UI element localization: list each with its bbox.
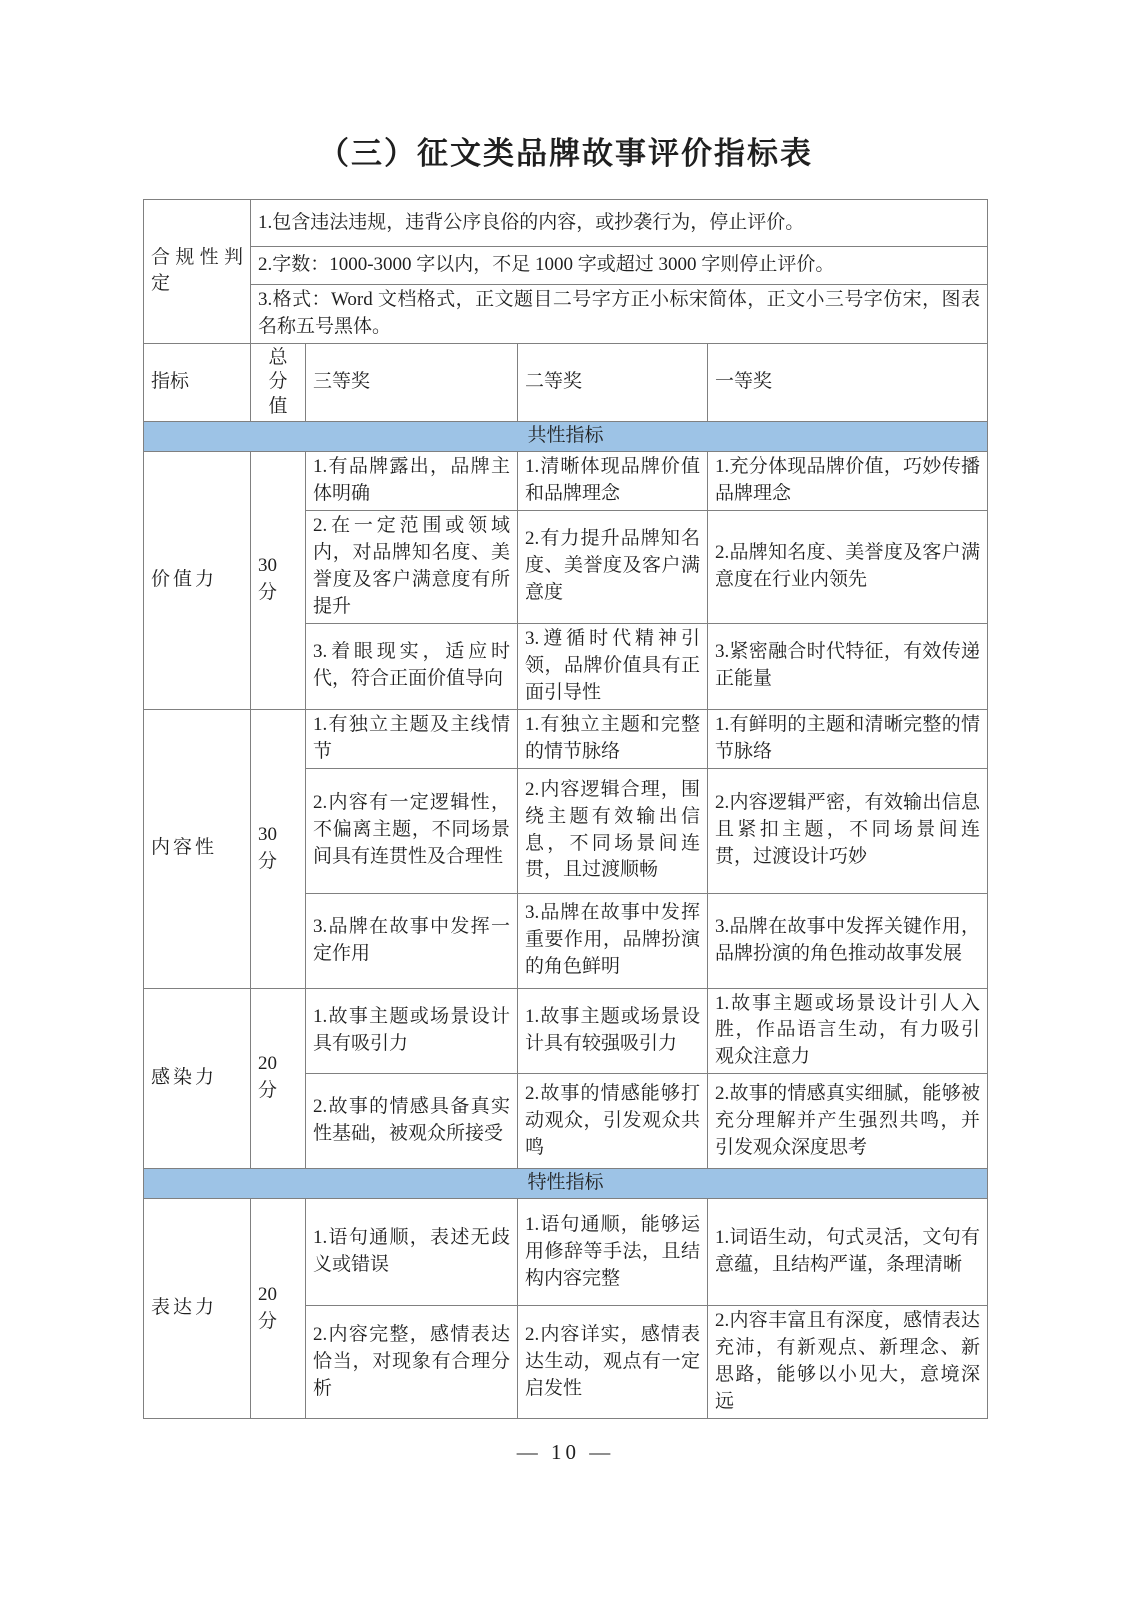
table-row (143, 451, 987, 510)
band-special-label: 特性指标 (143, 1169, 987, 1199)
compliance-rule-3: 3.格式：Word 文档格式，正文题目二号字方正小标宋简体，正文小三号字仿宋，图表名称五号黑体。 (250, 285, 987, 344)
header-indicator: 指标 (143, 343, 250, 421)
criterion-cell: 1.有品牌露出，品牌主体明确 (305, 451, 517, 510)
band-special-indicators (143, 1169, 987, 1199)
criterion-cell: 2.内容丰富且有深度，感情表达充沛，有新观点、新理念、新思路，能够以小见大，意境深远 (707, 1306, 987, 1419)
criterion-cell: 2.内容详实，感情表达生动，观点有一定启发性 (517, 1306, 707, 1419)
criterion-cell: 1.词语生动，句式灵活，文句有意蕴，且结构严谨，条理清晰 (707, 1199, 987, 1306)
indicator-score-appeal: 20 分 (250, 988, 305, 1169)
indicator-score-content: 30 分 (250, 709, 305, 988)
criterion-cell: 3.品牌在故事中发挥一定作用 (305, 893, 517, 988)
band-common-indicators (143, 421, 987, 451)
criterion-cell: 2.内容逻辑严密，有效输出信息且紧扣主题，不同场景间连贯，过渡设计巧妙 (707, 768, 987, 893)
criterion-cell: 3.品牌在故事中发挥关键作用，品牌扮演的角色推动故事发展 (707, 893, 987, 988)
indicator-name-expression: 表达力 (143, 1199, 250, 1419)
criterion-cell: 2.故事的情感真实细腻，能够被充分理解并产生强烈共鸣，并引发观众深度思考 (707, 1074, 987, 1169)
table-row (143, 247, 987, 285)
criterion-cell: 2.在一定范围或领域内，对品牌知名度、美誉度及客户满意度有所提升 (305, 510, 517, 623)
indicator-name-content: 内容性 (143, 709, 250, 988)
criterion-cell: 1.清晰体现品牌价值和品牌理念 (517, 451, 707, 510)
criterion-cell: 1.有独立主题和完整的情节脉络 (517, 709, 707, 768)
band-common-label: 共性指标 (143, 421, 987, 451)
criterion-cell: 3.遵循时代精神引领，品牌价值具有正面引导性 (517, 623, 707, 709)
criterion-cell: 2.品牌知名度、美誉度及客户满意度在行业内领先 (707, 510, 987, 623)
header-first-prize: 一等奖 (707, 343, 987, 421)
table-row (143, 1199, 987, 1306)
criterion-cell: 2.故事的情感能够打动观众，引发观众共鸣 (517, 1074, 707, 1169)
indicator-score-expression: 20 分 (250, 1199, 305, 1419)
criterion-cell: 1.故事主题或场景设计具有较强吸引力 (517, 988, 707, 1074)
compliance-rule-2: 2.字数：1000-3000 字以内，不足 1000 字或超过 3000 字则停止评价。 (250, 247, 987, 285)
criterion-cell: 1.充分体现品牌价值，巧妙传播品牌理念 (707, 451, 987, 510)
criterion-cell: 1.故事主题或场景设计引人入胜，作品语言生动，有力吸引观众注意力 (707, 988, 987, 1074)
indicator-score-value: 30 分 (250, 451, 305, 709)
criterion-cell: 1.语句通顺，表述无歧义或错误 (305, 1199, 517, 1306)
table-row (143, 709, 987, 768)
criterion-cell: 2.故事的情感具备真实性基础，被观众所接受 (305, 1074, 517, 1169)
criterion-cell: 3.紧密融合时代特征，有效传递正能量 (707, 623, 987, 709)
table-header-row (143, 343, 987, 421)
criterion-cell: 2.内容逻辑合理，围绕主题有效输出信息，不同场景间连贯，且过渡顺畅 (517, 768, 707, 893)
header-second-prize: 二等奖 (517, 343, 707, 421)
criterion-cell: 3.品牌在故事中发挥重要作用，品牌扮演的角色鲜明 (517, 893, 707, 988)
header-total-score (250, 343, 305, 421)
evaluation-table (143, 199, 988, 1419)
compliance-rule-1: 1.包含违法违规，违背公序良俗的内容，或抄袭行为，停止评价。 (250, 200, 987, 247)
page-number: — 10 — (516, 1440, 615, 1464)
criterion-cell: 1.语句通顺，能够运用修辞等手法，且结构内容完整 (517, 1199, 707, 1306)
page-title: （三）征文类品牌故事评价指标表 (318, 136, 813, 171)
criterion-cell: 2.有力提升品牌知名度、美誉度及客户满意度 (517, 510, 707, 623)
header-third-prize: 三等奖 (305, 343, 517, 421)
table-row (143, 200, 987, 247)
criterion-cell: 3.着眼现实，适应时代，符合正面价值导向 (305, 623, 517, 709)
criterion-cell: 2.内容完整，感情表达恰当，对现象有合理分析 (305, 1306, 517, 1419)
criterion-cell: 1.故事主题或场景设计具有吸引力 (305, 988, 517, 1074)
table-row (143, 285, 987, 344)
indicator-name-value: 价值力 (143, 451, 250, 709)
indicator-name-appeal: 感染力 (143, 988, 250, 1169)
header-total-score-label: 总分值 (268, 346, 288, 417)
criterion-cell: 1.有独立主题及主线情节 (305, 709, 517, 768)
criterion-cell: 2.内容有一定逻辑性，不偏离主题，不同场景间具有连贯性及合理性 (305, 768, 517, 893)
table-row (143, 988, 987, 1074)
compliance-label-cell: 合规性判定 (143, 200, 250, 344)
criterion-cell: 1.有鲜明的主题和清晰完整的情节脉络 (707, 709, 987, 768)
